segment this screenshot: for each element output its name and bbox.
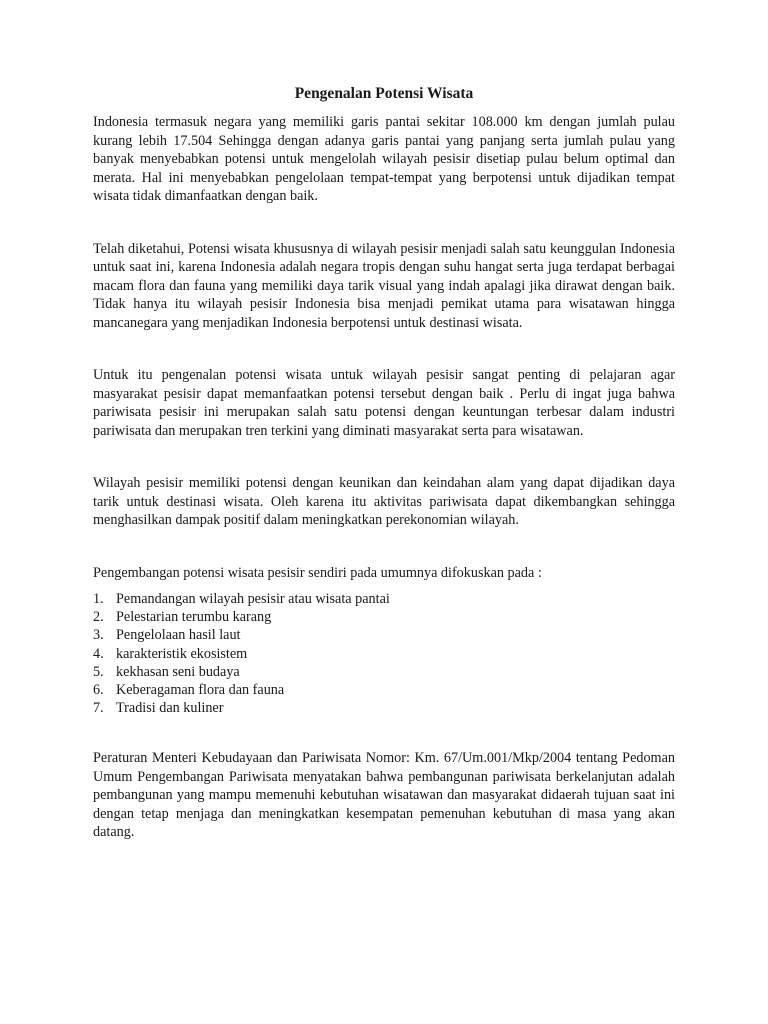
list-text: Keberagaman flora dan fauna — [116, 682, 285, 699]
list-text: Pelestarian terumbu karang — [116, 609, 272, 626]
list-text: Pemandangan wilayah pesisir atau wisata pantai — [116, 591, 390, 607]
list-item — [93, 626, 675, 644]
list-item — [93, 699, 675, 717]
list-intro: Pengembangan potensi wisata pesisir sendiri pada umumnya difokuskan pada : — [93, 564, 542, 581]
list-item — [93, 645, 675, 663]
list-text: Pengelolaan hasil laut — [116, 627, 241, 644]
list-number: 4. — [93, 645, 104, 662]
list-item — [93, 663, 675, 681]
paragraph-3: Untuk itu pengenalan potensi wisata untuk wilayah pesisir sangat penting di pelajaran agar masyarakat pesisir dapat memanfaatkan potensi tersebut dengan baik . Perlu di ingat juga bahwa pariwisata pesisir ini merupakan salah satu potensi dengan keuntungan terbesar dalam industri pariwisata dan merupakan tren terkini yang diminati masyarakat serta para wisatawan. — [93, 367, 675, 439]
list-text: kekhasan seni budaya — [116, 663, 240, 680]
list-number: 1. — [93, 591, 104, 607]
list-text: Tradisi dan kuliner — [116, 700, 224, 717]
document-page — [93, 84, 675, 842]
paragraph-gap — [93, 332, 675, 366]
list-number: 7. — [93, 700, 104, 717]
list-number: 3. — [93, 627, 104, 644]
list-item — [93, 590, 675, 608]
list-item — [93, 681, 675, 699]
paragraph-gap — [93, 530, 675, 564]
paragraph-gap — [93, 717, 675, 749]
list-item — [93, 608, 675, 626]
paragraph-1: Indonesia termasuk negara yang memiliki garis pantai sekitar 108.000 km dengan jumlah pulau kurang lebih 17.504 Sehingga dengan adanya garis pantai yang panjang serta jumlah pulau yang banyak menyebabkan potensi untuk mengelolah wilayah pesisir disetiap pulau belum optimal dan merata. Hal ini menyebabkan pengelolaan tempat-tempat yang berpotensi untuk dijadikan tempat wisata tidak dimanfaatkan dengan baik. — [93, 114, 675, 204]
paragraph-gap — [93, 440, 675, 474]
paragraph-gap — [93, 582, 675, 590]
list-number: 6. — [93, 682, 104, 699]
paragraph-gap — [93, 206, 675, 240]
document-title: Pengenalan Potensi Wisata — [294, 85, 474, 102]
paragraph-4: Wilayah pesisir memiliki potensi dengan keunikan dan keindahan alam yang dapat dijadikan daya tarik untuk destinasi wisata. Oleh karena itu aktivitas pariwisata dapat dikembangkan sehingga menghasilkan dampak positif dalam meningkatkan perekonomian wilayah. — [93, 475, 675, 528]
list-number: 5. — [93, 663, 104, 680]
list-number: 2. — [93, 609, 104, 626]
paragraph-2: Telah diketahui, Potensi wisata khususnya di wilayah pesisir menjadi salah satu keunggulan Indonesia untuk saat ini, karena Indonesia adalah negara tropis dengan suhu hangat serta juga terdapat berbagai macam flora dan fauna yang memiliki daya tarik visual yang indah apalagi jika dirawat dengan baik. Tidak hanya itu wilayah pesisir Indonesia bisa menjadi pemikat utama para wisatawan hingga mancanegara yang menjadikan Indonesia berpotensi untuk destinasi wisata. — [93, 240, 675, 331]
list-text: karakteristik ekosistem — [116, 645, 248, 662]
closing-paragraph: Peraturan Menteri Kebudayaan dan Pariwisata Nomor: Km. 67/Um.001/Mkp/2004 tentang Pedoman Umum Pengembangan Pariwisata menyatakan bahwa pembangunan pariwisata berkelanjutan adalah pembangunan yang mampu memenuhi kebutuhan wisatawan dan masyarakat didaerah tujuan saat ini dengan tetap menjaga dan meningkatkan kesempatan pemenuhan kebutuhan di masa yang akan datang. — [93, 750, 675, 841]
focus-list — [93, 590, 675, 717]
